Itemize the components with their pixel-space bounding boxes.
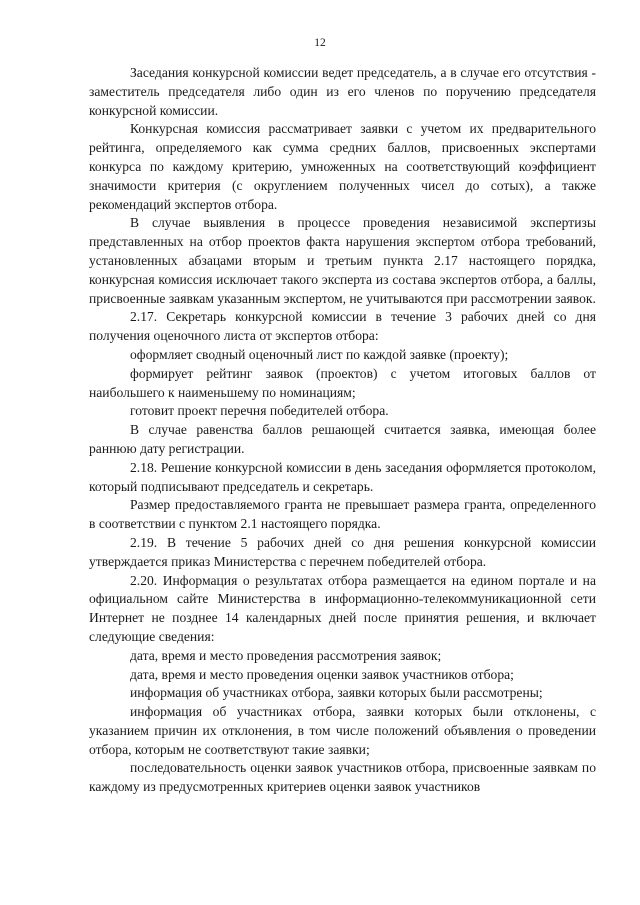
list-item: последовательность оценки заявок участников отбора, присвоенные заявкам по каждому из предусмотренных критериев оценки заявок участников	[89, 760, 596, 795]
list-item: дата, время и место проведения рассмотрения заявок;	[130, 647, 442, 663]
paragraph: Конкурсная комиссия рассматривает заявки с учетом их предварительного рейтинга, определяемого как сумма средних баллов, присвоенных экспертами конкурса по каждому критерию, умноженных на соответствующий коэффициент значимости критерия (с округлением полученных чисел до сотых), а также рекомендаций экспертов отбора.	[89, 121, 596, 212]
list-item: оформляет сводный оценочный лист по каждой заявке (проекту);	[130, 346, 509, 362]
paragraph: 2.18. Решение конкурсной комиссии в день заседания оформляется протоколом, который подписывают председатель и секретарь.	[89, 459, 596, 494]
paragraph: Размер предоставляемого гранта не превышает размера гранта, определенного в соответствии с пунктом 2.1 настоящего порядка.	[89, 497, 596, 532]
list-item: формирует рейтинг заявок (проектов) с учетом итоговых баллов от наибольшего к наименьшему по номинациям;	[89, 365, 596, 400]
paragraph: В случае выявления в процессе проведения независимой экспертизы представленных на отбор проектов факта нарушения экспертом отбора требований, установленных абзацами вторым и третьим пункта 2.17 настоящего порядка, конкурсная комиссия исключает такого эксперта из состава экспертов отбора, а баллы, присвоенные заявкам указанным экспертом, не учитываются при рассмотрении заявок.	[89, 215, 596, 306]
list-item: дата, время и место проведения оценки заявок участников отбора;	[130, 666, 514, 682]
paragraph: 2.20. Информация о результатах отбора размещается на едином портале и на официальном сайте Министерства в информационно-телекоммуникационной сети Интернет не позднее 14 календарных дней после принятия решения, и включает следующие сведения:	[89, 572, 596, 644]
paragraph: В случае равенства баллов решающей считается заявка, имеющая более раннюю дату регистрации.	[89, 422, 596, 456]
document-body	[89, 64, 596, 797]
paragraph: 2.17. Секретарь конкурсной комиссии в течение 3 рабочих дней со дня получения оценочного листа от экспертов отбора:	[89, 309, 596, 344]
page-number: 12	[314, 37, 326, 49]
paragraph: Заседания конкурсной комиссии ведет председатель, а в случае его отсутствия - заместитель председателя либо один из его членов по поручению председателя конкурсной комиссии.	[89, 65, 596, 118]
list-item: информация об участниках отбора, заявки которых были отклонены, с указанием причин их отклонения, в том числе положений объявления о проведении отбора, которым не соответствуют такие заявки;	[89, 704, 596, 757]
list-item: информация об участниках отбора, заявки которых были рассмотрены;	[130, 685, 543, 701]
paragraph: 2.19. В течение 5 рабочих дней со дня решения конкурсной комиссии утверждается приказ Министерства с перечнем победителей отбора.	[89, 534, 596, 569]
list-item: готовит проект перечня победителей отбора.	[130, 403, 389, 419]
